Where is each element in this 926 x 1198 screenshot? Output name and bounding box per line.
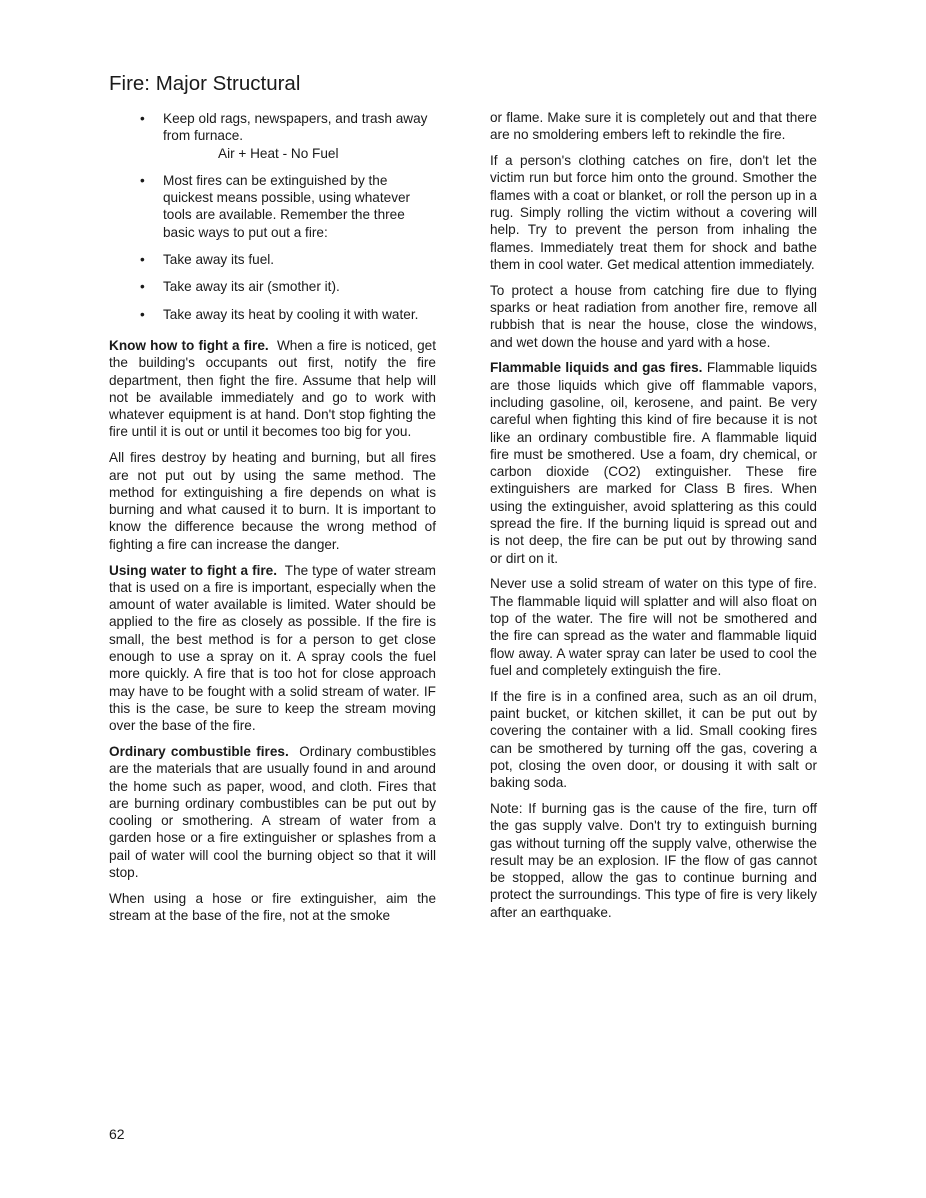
- page-title: Fire: Major Structural: [109, 72, 301, 95]
- flame-paragraph: or flame. Make sure it is completely out and that there are no smoldering embers left to rekindle the fire.: [490, 110, 817, 143]
- hose-paragraph: When using a hose or fire extinguisher, aim the stream at the base of the fire, not at the smoke: [109, 890, 436, 924]
- bullet-icon: •: [140, 111, 145, 126]
- page-number: 62: [109, 1126, 125, 1142]
- right-column: [490, 109, 817, 930]
- know-how-paragraph: [109, 337, 436, 441]
- bullet-icon: •: [140, 252, 145, 268]
- paragraph-text: When a fire is noticed, get the building's occupants out first, notify the fire department, then fight the fire. Assume that help will not be available immediately and go to work with whatever equipment is at hand. Don't stop fighting the fire until it is out or until it becomes too big for you.: [109, 337, 436, 440]
- section-heading: Using water to fight a fire.: [109, 562, 278, 578]
- paragraph-text: Flammable liquids are those liquids which give off flammable vapors, including gasoline, oil, kerosene, and paint. Be very careful when fighting this kind of fire because it is not like an ordinary combustible fire. A flammable liquid fire must be smothered. Use a foam, dry chemical, or carbon dioxide (CO2) extinguisher. These fire extinguishers are marked for Class B fires. When using the extinguisher, avoid splattering as this could spread the fire. If the burning liquid is spread out and is not deep, the fire can be put out by throwing sand or dirt on it.: [490, 360, 817, 566]
- bullet-list: [109, 110, 436, 323]
- list-item: [109, 306, 436, 323]
- paragraph-text: Ordinary combustibles are the materials that are usually found in and around the home such as paper, wood, and cloth. Fires that are burning ordinary combustibles can be put out by cooling or smothering. A stream of water from a garden hose or a fire extinguisher or splashes from a pail of water will cool the burning object so that it will stop.: [109, 744, 437, 881]
- protect-house-paragraph: To protect a house from catching fire due to flying sparks or heat radiation from another fire, remove all rubbish that is near the house, close the windows, and wet down the house and yard with a hose.: [490, 282, 817, 350]
- clothing-paragraph: If a person's clothing catches on fire, don't let the victim run but force him onto the ground. Smother the flames with a coat or blanket, or roll the person up in a rug. Simply rolling the victim without a covering will help. Try to prevent the person from inhaling the flames. Immediately treat them for shock and bathe them in cool water. Get medical attention immediately.: [490, 153, 817, 272]
- list-item-subline: Air + Heat - No Fuel: [218, 145, 339, 161]
- ordinary-combustible-paragraph: [109, 743, 436, 881]
- using-water-paragraph: [109, 562, 436, 735]
- list-item-text: Take away its fuel.: [163, 252, 275, 268]
- list-item-text: Take away its heat by cooling it with water.: [163, 306, 419, 322]
- confined-area-paragraph: If the fire is in a confined area, such as an oil drum, paint bucket, or kitchen skillet, it can be put out by covering the container with a lid. Small cooking fires can be smothered by turning off the gas, covering a pot, closing the oven door, or dousing it with salt or baking soda.: [490, 688, 817, 791]
- section-heading: Know how to fight a fire.: [109, 337, 269, 353]
- never-water-paragraph: Never use a solid stream of water on this type of fire. The flammable liquid will splatter and will also float on top of the water. The fire will not be smothered and the fire can spread as the water and flammable liquid flow away. A water spray can later be used to cool the fuel and completely extinguish the fire.: [490, 576, 817, 678]
- list-item: [109, 251, 436, 268]
- list-item: [109, 110, 436, 162]
- list-item-text: Most fires can be extinguished by the quickest means possible, using whatever tools are available. Remember the three basic ways to put out a fire:: [163, 172, 411, 240]
- list-item: [109, 278, 436, 295]
- section-heading: Ordinary combustible fires.: [109, 744, 289, 759]
- section-heading: Flammable liquids and gas fires.: [490, 360, 703, 376]
- list-item-text: Keep old rags, newspapers, and trash away from furnace.: [163, 111, 428, 144]
- bullet-icon: •: [140, 306, 145, 322]
- list-item-text: Take away its air (smother it).: [163, 279, 340, 295]
- all-fires-paragraph: All fires destroy by heating and burning, but all fires are not put out by using the same method. The method for extinguishing a fire depends on what is burning and what caused it to burn. It is important to know the difference because the wrong method of fighting a fire can increase the danger.: [109, 450, 436, 552]
- note-paragraph: Note: If burning gas is the cause of the fire, turn off the gas supply valve. Don't try to extinguish burning gas without turning off the supply valve, otherwise the result may be an explosion. IF the flow of gas cannot be stopped, allow the gas to continue burning and protect the surroundings. This type of fire is very likely after an earthquake.: [490, 800, 817, 920]
- bullet-icon: •: [140, 279, 145, 295]
- bullet-icon: •: [140, 172, 145, 188]
- paragraph-text: The type of water stream that is used on a fire is important, especially when the amount of water available is limited. Water should be applied to the fire as closely as possible. If the fire is small, the best method is for a person to get close enough to use a spray on it. A spray cools the fuel more quickly. A fire that is too hot for close approach may have to be fought with a solid stream of water. IF this is the case, be sure to keep the stream moving over the base of the fire.: [109, 562, 436, 734]
- list-item: [109, 172, 436, 241]
- flammable-liquids-paragraph: [490, 359, 817, 567]
- left-column: [109, 110, 436, 933]
